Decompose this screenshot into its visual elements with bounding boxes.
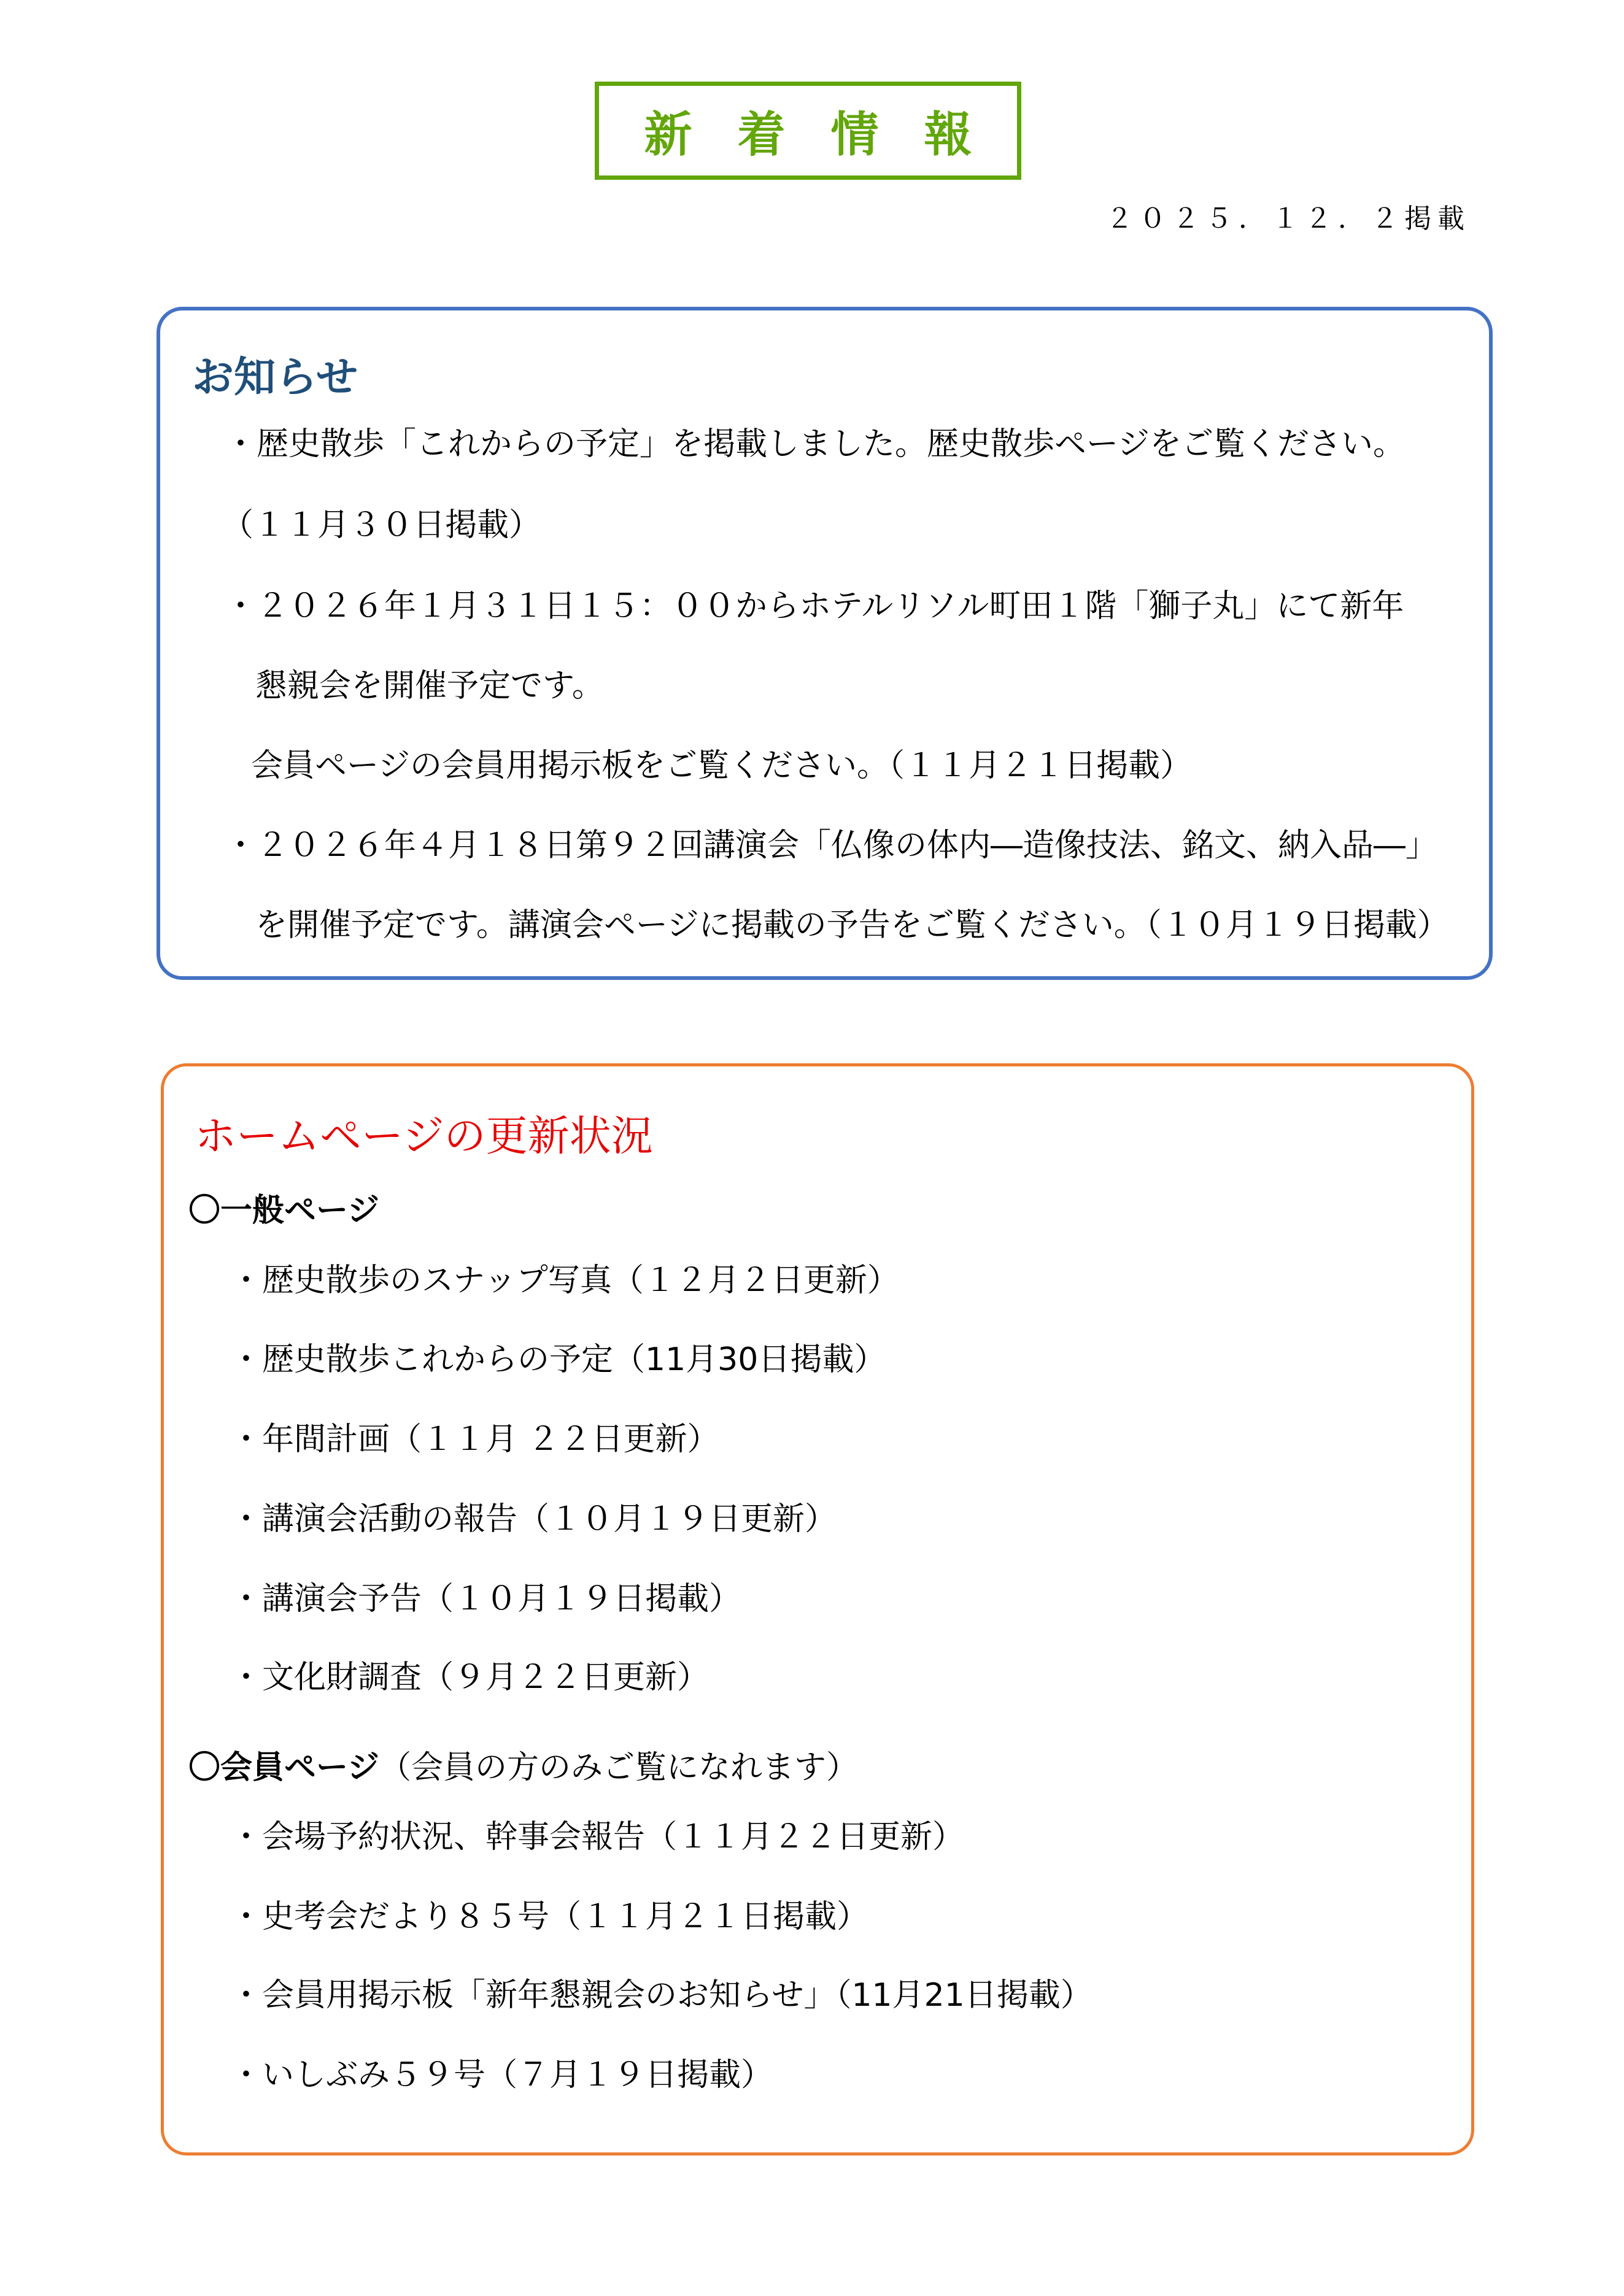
- update-item-link[interactable]: ・講演会活動の報告（１０月１９日更新）: [230, 1501, 837, 1538]
- notice-line: ・２０２６年４月１８日第９２回講演会「仏像の体内―造像技法、銘文、納入品―」: [225, 827, 1438, 864]
- notice-line: 懇親会を開催予定です。: [255, 668, 604, 704]
- update-item-link[interactable]: ・講演会予告（１０月１９日掲載）: [230, 1581, 741, 1617]
- posted-date: ２０２５．１２．２掲載: [1106, 203, 1471, 234]
- members-only-note: （会員の方のみご覧になれます）: [379, 1749, 858, 1786]
- page-title-box: [595, 82, 1021, 180]
- update-item-link[interactable]: ・会場予約状況、幹事会報告（１１月２２日更新）: [230, 1819, 965, 1855]
- update-item-link[interactable]: ・文化財調査（９月２２日更新）: [230, 1659, 710, 1696]
- notice-heading: お知らせ: [192, 353, 358, 402]
- general-pages-label: 〇一般ページ: [188, 1192, 379, 1229]
- update-item-link[interactable]: ・歴史散歩のスナップ写真（１２月２日更新）: [230, 1262, 899, 1299]
- notice-line: ・歴史散歩「これからの予定」を掲載しました。歴史散歩ページをご覧ください。: [225, 426, 1405, 463]
- members-pages-heading: [188, 1741, 858, 1787]
- notice-line: を開催予定です。講演会ページに掲載の予告をご覧ください。（１０月１９日掲載）: [255, 907, 1449, 944]
- updates-panel: [161, 1063, 1474, 2155]
- update-item-link[interactable]: ・年間計画（１１月 ２２日更新）: [230, 1421, 719, 1458]
- notice-line: 会員ページの会員用掲示板をご覧ください。（１１月２１日掲載）: [251, 747, 1192, 784]
- members-pages-label: 〇会員ページ: [188, 1749, 379, 1786]
- update-item-link[interactable]: ・会員用掲示板「新年懇親会のお知らせ」（11月21日掲載）: [230, 1977, 1092, 2014]
- page-title: 新着情報: [644, 107, 1018, 163]
- updates-heading: ホームページの更新状況: [195, 1112, 653, 1161]
- update-item-link[interactable]: ・いしぶみ５９号（７月１９日掲載）: [230, 2057, 773, 2094]
- notice-panel: [157, 307, 1493, 980]
- update-item-link[interactable]: ・歴史散歩これからの予定（11月30日掲載）: [230, 1341, 886, 1378]
- notice-line: ・２０２６年１月３１日１５：００からホテルリソル町田１階「獅子丸」にて新年: [225, 588, 1404, 625]
- update-item-link[interactable]: ・史考会だより８５号（１１月２１日掲載）: [230, 1898, 869, 1935]
- notice-line: （１１月３０日掲載）: [222, 507, 541, 544]
